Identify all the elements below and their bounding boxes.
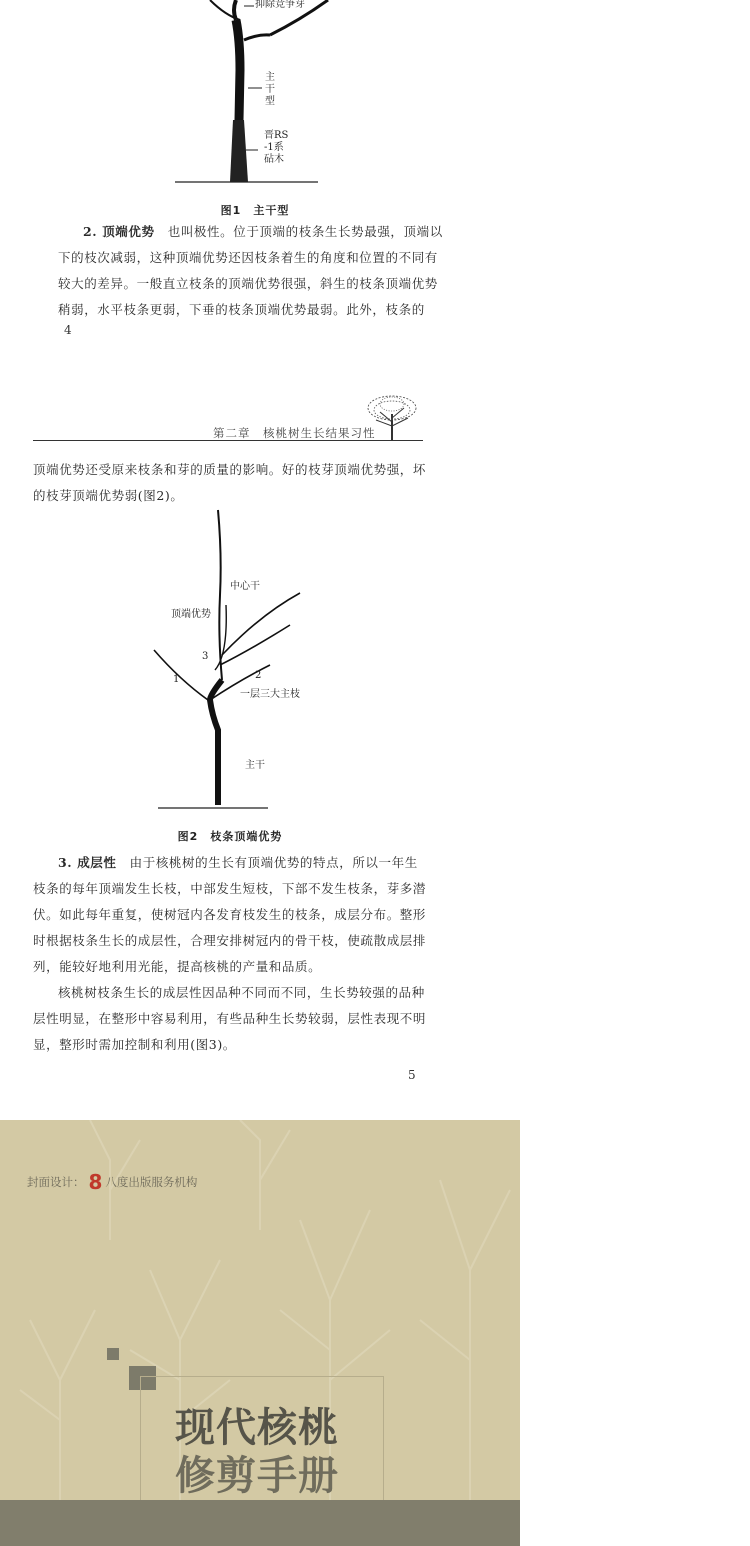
apical-dominance-heading: 2. 顶端优势: [83, 224, 155, 239]
fig1-label-top-fragment: 抑除竞争芽: [255, 0, 305, 10]
fig2-label-apical-dominance: 顶端优势: [171, 609, 211, 620]
figure-1-caption: 图1 主干型: [220, 204, 290, 217]
figure-2-tree-drawing: [150, 505, 310, 815]
paragraph-variety: 核桃树枝条生长的成层性因品种不同而不同，生长势较强的品种层性明显，在整形中容易利用，有些品种生长势较弱，层性表现不明显，整形时需加控制和利用(图3)。: [33, 985, 427, 1052]
figure-2-caption: 图2 枝条顶端优势: [177, 830, 283, 843]
header-rule: [33, 440, 423, 441]
cover-design-org: 八度出版服务机构: [105, 1175, 198, 1189]
cover-title-line-1: 现代核桃: [175, 1405, 339, 1451]
cover-design-label: 封面设计：: [27, 1175, 85, 1189]
paragraph-apical-dominance: [58, 219, 450, 323]
fig1-label-rootstock: 晋RS -1系 砧木: [264, 130, 289, 165]
cover-title-line-2: 修剪手册: [175, 1453, 339, 1499]
cover-design-credit: [27, 1170, 197, 1194]
cover-design-logo: 8: [88, 1170, 103, 1194]
figure-1-tree-drawing: [170, 0, 350, 190]
apical-dominance-text: 也叫极性。位于顶端的枝条生长势最强，顶端以下的枝次减弱，这种顶端优势还因枝条着生的角度和位置的不同有较大的差异。一般直立枝条的顶端优势很强，斜生的枝条顶端优势稍弱，水平枝条更弱，下垂的枝条顶端优势最弱。此外，枝条的: [58, 224, 443, 317]
paragraph-continued: 顶端优势还受原来枝条和芽的质量的影响。好的枝芽顶端优势强，坏的枝芽顶端优势弱(图2)。: [33, 462, 427, 503]
tree-ornament-icon: [362, 392, 424, 442]
layering-heading: 3. 成层性: [58, 855, 117, 870]
fig2-label-3: 3: [202, 651, 209, 662]
fig2-label-trunk: 主干: [245, 760, 265, 771]
layering-text: 由于核桃树的生长有顶端优势的特点，所以一年生枝条的每年顶端发生长枝，中部发生短枝，下部不发生枝条，芽多潜伏。如此每年重复，使树冠内各发育枝发生的枝条，成层分布。整形时根据枝条生长的成层性，合理安排树冠内的骨干枝，使疏散成层排列，能较好地利用光能，提高核桃的产量和品质。: [33, 855, 427, 974]
fig1-label-trunk-type: 主 干 型: [265, 72, 275, 107]
page-number-4: 4: [64, 323, 72, 337]
cover-bottom-band: [0, 1500, 520, 1546]
cover-small-square: [107, 1348, 119, 1360]
fig2-label-central-leader: 中心干: [230, 581, 260, 592]
book-cover: [0, 1120, 520, 1546]
paragraph-layering: [33, 850, 428, 1058]
running-header: 第二章 核桃树生长结果习性: [213, 426, 376, 440]
page-number-5: 5: [408, 1068, 416, 1082]
fig2-label-1: 1: [173, 674, 180, 685]
fig2-label-first-layer-scaffolds: 一层三大主枝: [240, 689, 300, 700]
fig2-label-2: 2: [255, 670, 262, 681]
